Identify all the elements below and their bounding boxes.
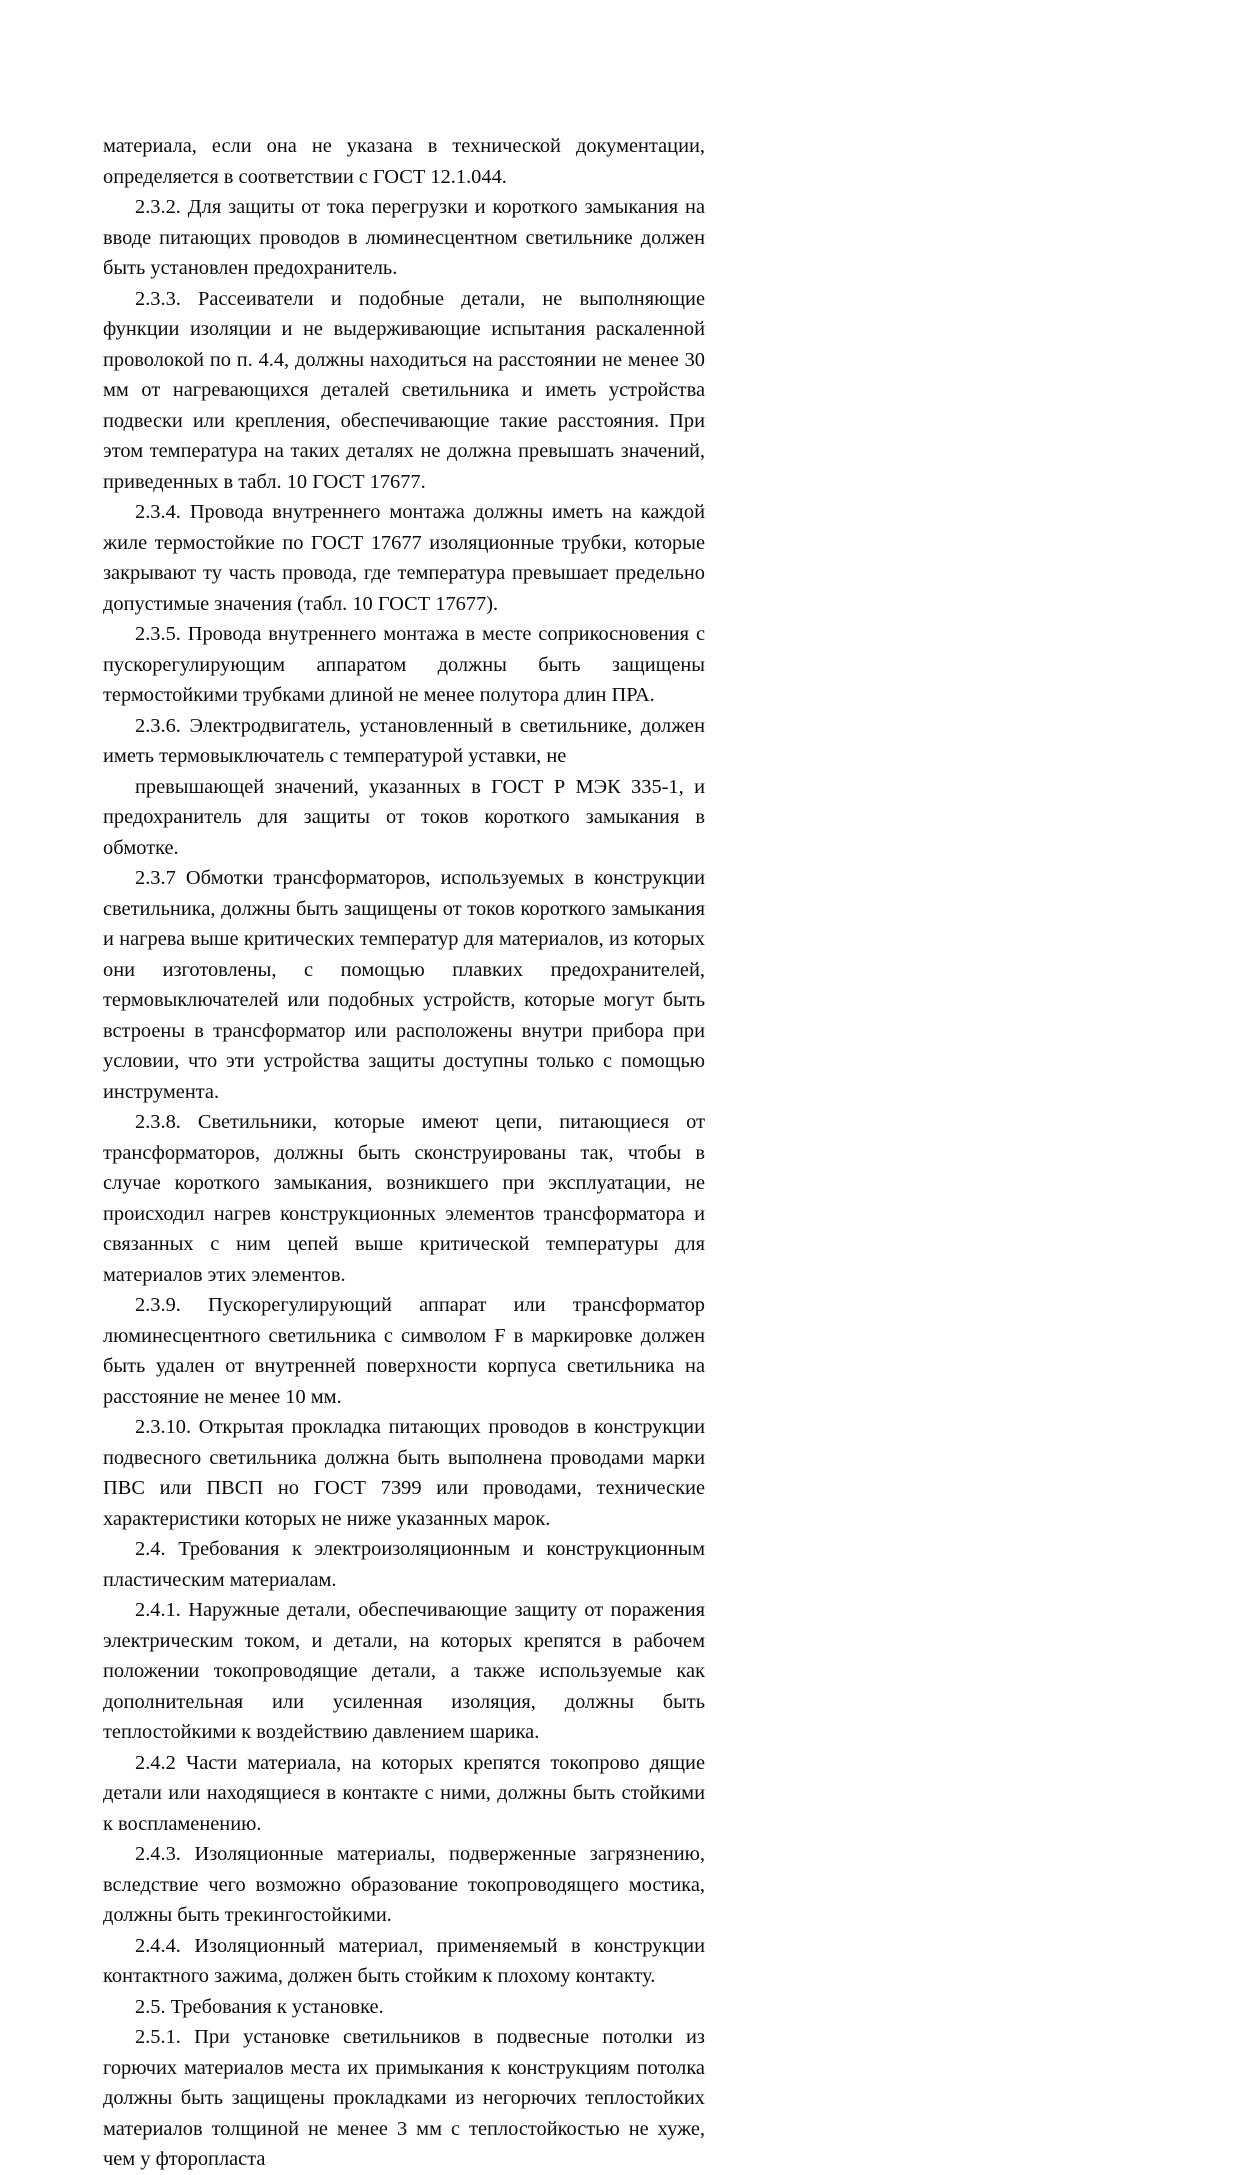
paragraph-p-continuation: материала, если она не указана в технической документации, определяется в соответствии с ГОСТ 12.1.044. <box>103 135 705 188</box>
paragraph-p-2-4-2: 2.4.2 Части материала, на которых крепятся токопрово дящие детали или находящиеся в контакте с ними, должны быть стойкими к воспламенению. <box>103 1751 705 1835</box>
paragraph-p-2-4-3: 2.4.3. Изоляционные материалы, подверженные загрязнению, вследствие чего возможно образование токопроводящего мостика, должны быть трекингостойкими. <box>103 1843 705 1926</box>
page-text-body <box>103 131 705 2175</box>
paragraph-p-2-4: 2.4. Требования к электроизоляционным и конструкционным пластическим материалам. <box>103 1538 705 1591</box>
paragraph-p-2-4-4: 2.4.4. Изоляционный материал, применяемый в конструкции контактного зажима, должен быть стойким к плохому контакту. <box>103 1934 705 1987</box>
paragraph-p-2-3-4: 2.3.4. Провода внутреннего монтажа должны иметь на каждой жиле термостойкие по ГОСТ 17677 изоляционные трубки, которые закрывают ту часть провода, где температура превышает предельно допустимые значения (табл. 10 ГОСТ 17677). <box>103 501 705 615</box>
paragraph-p-2-3-5: 2.3.5. Провода внутреннего монтажа в месте соприкосновения с пускорегулирующим аппаратом должны быть защищены термостойкими трубками длиной не менее полутора длин ПРА. <box>103 623 705 706</box>
paragraph-p-2-3-10: 2.3.10. Открытая прокладка питающих проводов в конструкции подвесного светильника должна быть выполнена проводами марки ПВС или ПВСП но ГОСТ 7399 или проводами, технические характеристики которых не ниже указанных марок. <box>103 1416 705 1530</box>
paragraph-p-2-3-3: 2.3.3. Рассеиватели и подобные детали, не выполняющие функции изоляции и не выдерживающие испытания раскаленной проволокой по п. 4.4, должны находиться на расстоянии не менее 30 мм от нагревающихся деталей светильника и иметь устройства подвески или крепления, обеспечивающие такие расстояния. При этом температура на таких деталях не должна превышать значений, приведенных в табл. 10 ГОСТ 17677. <box>103 287 705 493</box>
paragraph-p-2-5-1: 2.5.1. При установке светильников в подвесные потолки из горючих материалов места их примыкания к конструкциям потолка должны быть защищены прокладками из негорючих теплостойких материалов толщиной не менее 3 мм с теплостойкостью не хуже, чем у фторопласта <box>103 2026 705 2170</box>
paragraph-p-2-3-7: 2.3.7 Обмотки трансформаторов, используемых в конструкции светильника, должны быть защищены от токов короткого замыкания и нагрева выше критических температур для материалов, из которых они изготовлены, с помощью плавких предохранителей, термовыключателей или подобных устройств, которые могут быть встроены в трансформатор или расположены внутри прибора при условии, что эти устройства защиты доступны только с помощью инструмента. <box>103 867 705 1103</box>
paragraph-p-2-5: 2.5. Требования к установке. <box>135 1995 384 2018</box>
paragraph-p-2-3-6-cont: превышающей значений, указанных в ГОСТ Р МЭК 335-1, и предохранитель для защиты от токов короткого замыкания в обмотке. <box>103 775 705 859</box>
paragraph-p-2-3-8: 2.3.8. Светильники, которые имеют цепи, питающиеся от трансформаторов, должны быть сконструированы так, чтобы в случае короткого замыкания, возникшего при эксплуатации, не происходил нагрев конструкционных элементов трансформатора и связанных с ним цепей выше критической температуры для материалов этих элементов. <box>103 1111 705 1286</box>
paragraph-p-2-4-1: 2.4.1. Наружные детали, обеспечивающие защиту от поражения электрическим током, и детали, на которых крепятся в рабочем положении токопроводящие детали, а также используемые как дополнительная или усиленная изоляция, должны быть теплостойкими к воздействию давлением шарика. <box>103 1599 705 1743</box>
paragraph-p-2-3-2: 2.3.2. Для защиты от тока перегрузки и короткого замыкания на вводе питающих проводов в люминесцентном светильнике должен быть установлен предохранитель. <box>103 196 705 279</box>
paragraph-p-2-3-6: 2.3.6. Электродвигатель, установленный в светильнике, должен иметь термовыключатель с температурой уставки, не <box>103 714 705 767</box>
paragraph-p-2-3-9: 2.3.9. Пускорегулирующий аппарат или трансформатор люминесцентного светильника с символом F в маркировке должен быть удален от внутренней поверхности корпуса светильника на расстояние не менее 10 мм. <box>103 1294 705 1408</box>
